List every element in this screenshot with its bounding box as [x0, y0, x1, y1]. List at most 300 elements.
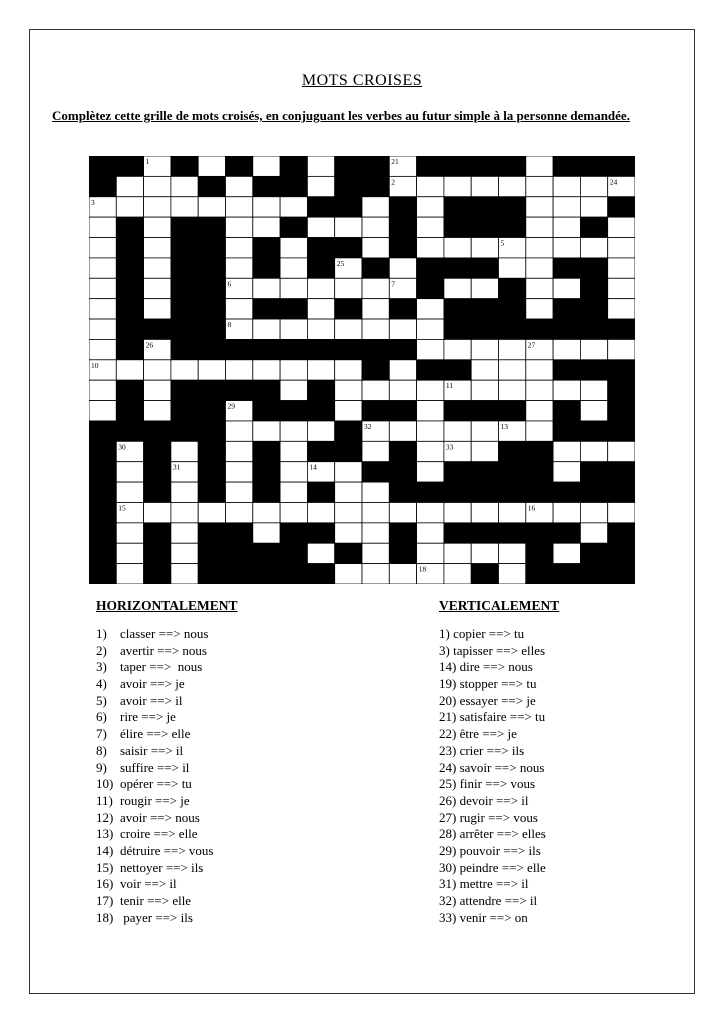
- grid-cell-black: [526, 482, 553, 502]
- grid-cell[interactable]: [417, 523, 444, 543]
- crossword-grid: [89, 156, 635, 584]
- grid-cell[interactable]: [116, 543, 143, 563]
- grid-cell[interactable]: [553, 380, 580, 400]
- grid-cell-black: [499, 523, 526, 543]
- clue-text: 28) arrêter ==> elles: [439, 826, 546, 842]
- grid-cell[interactable]: [335, 319, 362, 339]
- grid-cell-black: [307, 401, 334, 421]
- grid-cell-black: [580, 564, 607, 584]
- grid-cell-black: [226, 339, 253, 359]
- grid-cell[interactable]: [471, 238, 498, 258]
- grid-cell[interactable]: [226, 176, 253, 196]
- grid-cell[interactable]: [280, 482, 307, 502]
- grid-cell[interactable]: [444, 421, 471, 441]
- grid-cell[interactable]: [226, 421, 253, 441]
- grid-cell[interactable]: [89, 339, 116, 359]
- grid-cell[interactable]: [471, 441, 498, 461]
- grid-cell[interactable]: [526, 421, 553, 441]
- grid-cell[interactable]: [389, 258, 416, 278]
- grid-cell-black: [499, 319, 526, 339]
- grid-cell[interactable]: [417, 176, 444, 196]
- grid-cell[interactable]: [553, 462, 580, 482]
- grid-clue-number: 6: [227, 279, 232, 289]
- grid-cell[interactable]: [580, 523, 607, 543]
- grid-cell[interactable]: [608, 217, 635, 237]
- clue-text: élire ==> elle: [120, 726, 191, 742]
- grid-cell[interactable]: [89, 258, 116, 278]
- grid-cell[interactable]: [526, 176, 553, 196]
- grid-cell[interactable]: [362, 441, 389, 461]
- across-clue: [96, 676, 238, 693]
- grid-cell[interactable]: [307, 299, 334, 319]
- grid-cell[interactable]: [499, 543, 526, 563]
- grid-cell[interactable]: [144, 176, 171, 196]
- grid-cell-black: [198, 380, 225, 400]
- grid-cell[interactable]: [471, 176, 498, 196]
- grid-cell[interactable]: [253, 197, 280, 217]
- grid-cell[interactable]: [144, 238, 171, 258]
- across-heading: HORIZONTALEMENT: [96, 598, 238, 613]
- grid-cell[interactable]: [389, 380, 416, 400]
- grid-cell[interactable]: [226, 360, 253, 380]
- grid-cell-black: [307, 238, 334, 258]
- grid-cell[interactable]: [89, 380, 116, 400]
- grid-cell[interactable]: [553, 217, 580, 237]
- grid-cell-black: [198, 462, 225, 482]
- grid-cell[interactable]: [307, 360, 334, 380]
- grid-cell[interactable]: [444, 278, 471, 298]
- grid-cell-black: [471, 523, 498, 543]
- grid-cell-black: [116, 238, 143, 258]
- grid-cell[interactable]: [116, 482, 143, 502]
- grid-cell[interactable]: [471, 543, 498, 563]
- grid-cell[interactable]: [335, 564, 362, 584]
- grid-cell-black: [226, 523, 253, 543]
- grid-cell[interactable]: [226, 238, 253, 258]
- clue-text: 29) pouvoir ==> ils: [439, 842, 541, 858]
- grid-cell[interactable]: [226, 462, 253, 482]
- clue-text: 25) finir ==> vous: [439, 776, 536, 792]
- grid-cell[interactable]: [116, 564, 143, 584]
- grid-cell[interactable]: [253, 360, 280, 380]
- grid-cell[interactable]: [280, 258, 307, 278]
- grid-cell-black: [171, 401, 198, 421]
- grid-cell[interactable]: [335, 462, 362, 482]
- grid-cell[interactable]: [471, 360, 498, 380]
- grid-cell[interactable]: [307, 502, 334, 522]
- grid-cell[interactable]: [444, 176, 471, 196]
- grid-cell[interactable]: [526, 278, 553, 298]
- grid-cell-black: [89, 564, 116, 584]
- grid-cell[interactable]: [198, 502, 225, 522]
- grid-clue-number: 2: [391, 177, 396, 187]
- grid-cell[interactable]: [444, 543, 471, 563]
- grid-cell[interactable]: [499, 176, 526, 196]
- down-clue: [439, 676, 559, 693]
- grid-cell[interactable]: [362, 238, 389, 258]
- grid-cell[interactable]: [144, 360, 171, 380]
- across-clue: [96, 843, 238, 860]
- grid-clue-number: 10: [91, 360, 99, 370]
- grid-cell[interactable]: [144, 502, 171, 522]
- grid-cell[interactable]: [307, 176, 334, 196]
- across-clues: [96, 598, 238, 926]
- grid-cell-black: [608, 360, 635, 380]
- grid-cell[interactable]: [417, 217, 444, 237]
- grid-cell[interactable]: [553, 543, 580, 563]
- grid-cell[interactable]: [362, 523, 389, 543]
- grid-cell[interactable]: [362, 543, 389, 563]
- grid-cell-black: [580, 319, 607, 339]
- grid-cell[interactable]: [307, 421, 334, 441]
- across-clue: [96, 876, 238, 893]
- grid-cell-black: [444, 462, 471, 482]
- grid-cell[interactable]: [89, 217, 116, 237]
- grid-cell[interactable]: [580, 441, 607, 461]
- grid-cell[interactable]: [553, 197, 580, 217]
- grid-cell-black: [580, 217, 607, 237]
- grid-cell[interactable]: [362, 278, 389, 298]
- grid-cell[interactable]: [280, 278, 307, 298]
- grid-cell-black: [198, 176, 225, 196]
- grid-clue-number: 4: [282, 218, 286, 228]
- grid-cell[interactable]: [280, 238, 307, 258]
- grid-cell[interactable]: [499, 502, 526, 522]
- grid-cell[interactable]: [335, 401, 362, 421]
- grid-cell-black: [362, 156, 389, 176]
- down-clue: [439, 626, 559, 643]
- grid-cell[interactable]: [171, 564, 198, 584]
- grid-cell[interactable]: [417, 502, 444, 522]
- grid-cell[interactable]: [253, 319, 280, 339]
- clue-text: tenir ==> elle: [120, 893, 192, 908]
- grid-clue-number: 23: [555, 157, 563, 166]
- grid-cell-black: [116, 339, 143, 359]
- grid-cell[interactable]: [280, 380, 307, 400]
- grid-cell[interactable]: [89, 278, 116, 298]
- grid-cell[interactable]: [417, 299, 444, 319]
- grid-cell[interactable]: [417, 238, 444, 258]
- clue-text: 20) essayer ==> je: [439, 692, 536, 708]
- grid-cell-black: [144, 441, 171, 461]
- grid-cell[interactable]: [526, 380, 553, 400]
- grid-cell[interactable]: [226, 502, 253, 522]
- grid-cell[interactable]: [171, 197, 198, 217]
- grid-cell[interactable]: [471, 339, 498, 359]
- grid-cell[interactable]: [499, 360, 526, 380]
- grid-cell[interactable]: [417, 462, 444, 482]
- grid-cell[interactable]: [471, 502, 498, 522]
- grid-cell[interactable]: [335, 380, 362, 400]
- grid-cell[interactable]: [89, 238, 116, 258]
- grid-cell-black: [280, 523, 307, 543]
- grid-cell-black: [608, 564, 635, 584]
- grid-cell[interactable]: [280, 360, 307, 380]
- down-clue: [439, 643, 559, 660]
- clue-number: 6): [96, 709, 107, 725]
- grid-cell-black: [226, 380, 253, 400]
- grid-cell[interactable]: [389, 502, 416, 522]
- grid-cell[interactable]: [335, 360, 362, 380]
- grid-cell[interactable]: [171, 523, 198, 543]
- grid-cell[interactable]: [280, 421, 307, 441]
- grid-cell[interactable]: [580, 380, 607, 400]
- grid-cell[interactable]: [116, 462, 143, 482]
- grid-cell-black: [526, 319, 553, 339]
- grid-cell[interactable]: [253, 421, 280, 441]
- grid-cell[interactable]: [580, 197, 607, 217]
- grid-cell-black: [116, 258, 143, 278]
- grid-cell[interactable]: [253, 502, 280, 522]
- grid-cell[interactable]: [307, 156, 334, 176]
- grid-cell[interactable]: [362, 502, 389, 522]
- grid-cell[interactable]: [280, 441, 307, 461]
- grid-cell[interactable]: [499, 258, 526, 278]
- grid-cell[interactable]: [580, 401, 607, 421]
- grid-cell[interactable]: [526, 197, 553, 217]
- grid-cell-black: [198, 217, 225, 237]
- grid-cell[interactable]: [280, 462, 307, 482]
- grid-cell[interactable]: [307, 278, 334, 298]
- grid-cell[interactable]: [116, 523, 143, 543]
- grid-cell[interactable]: [526, 156, 553, 176]
- grid-cell[interactable]: [526, 360, 553, 380]
- down-clue: [439, 760, 559, 777]
- grid-cell[interactable]: [526, 238, 553, 258]
- grid-cell[interactable]: [608, 339, 635, 359]
- grid-cell[interactable]: [226, 441, 253, 461]
- grid-cell[interactable]: [144, 380, 171, 400]
- grid-cell[interactable]: [253, 278, 280, 298]
- grid-cell[interactable]: [198, 156, 225, 176]
- grid-cell[interactable]: [444, 564, 471, 584]
- grid-cell[interactable]: [417, 543, 444, 563]
- grid-cell[interactable]: [499, 564, 526, 584]
- grid-cell[interactable]: [144, 401, 171, 421]
- grid-cell-black: [553, 299, 580, 319]
- grid-cell-black: [89, 543, 116, 563]
- grid-cell[interactable]: [499, 380, 526, 400]
- grid-cell[interactable]: [335, 482, 362, 502]
- clue-text: 22) être ==> je: [439, 726, 517, 742]
- grid-cell-black: [144, 319, 171, 339]
- grid-cell-black: [389, 299, 416, 319]
- grid-cell[interactable]: [253, 156, 280, 176]
- clue-number: 10): [96, 776, 114, 792]
- grid-cell[interactable]: [580, 502, 607, 522]
- grid-cell-black: [89, 523, 116, 543]
- grid-cell[interactable]: [580, 176, 607, 196]
- grid-cell-black: [171, 258, 198, 278]
- grid-cell[interactable]: [89, 299, 116, 319]
- grid-cell-black: [580, 482, 607, 502]
- grid-cell[interactable]: [362, 197, 389, 217]
- grid-cell[interactable]: [389, 564, 416, 584]
- grid-cell[interactable]: [417, 339, 444, 359]
- grid-cell[interactable]: [553, 176, 580, 196]
- grid-cell-black: [526, 523, 553, 543]
- grid-clue-number: 28: [609, 381, 618, 391]
- grid-cell[interactable]: [471, 380, 498, 400]
- down-clue: [439, 693, 559, 710]
- grid-cell[interactable]: [226, 197, 253, 217]
- clue-text: voir ==> il: [120, 876, 177, 892]
- grid-cell[interactable]: [444, 339, 471, 359]
- grid-cell[interactable]: [335, 217, 362, 237]
- grid-cell[interactable]: [171, 360, 198, 380]
- grid-cell[interactable]: [198, 360, 225, 380]
- grid-cell[interactable]: [307, 319, 334, 339]
- grid-cell[interactable]: [553, 339, 580, 359]
- grid-cell[interactable]: [335, 523, 362, 543]
- grid-cell[interactable]: [171, 502, 198, 522]
- clue-text: saisir ==> il: [120, 742, 184, 758]
- grid-cell[interactable]: [526, 258, 553, 278]
- grid-cell[interactable]: [253, 523, 280, 543]
- grid-cell[interactable]: [526, 401, 553, 421]
- grid-cell[interactable]: [116, 360, 143, 380]
- grid-cell[interactable]: [608, 502, 635, 522]
- grid-cell[interactable]: [526, 217, 553, 237]
- grid-cell[interactable]: [389, 360, 416, 380]
- grid-cell-black: [553, 421, 580, 441]
- grid-cell[interactable]: [253, 217, 280, 237]
- grid-cell[interactable]: [144, 278, 171, 298]
- grid-cell[interactable]: [144, 217, 171, 237]
- grid-cell[interactable]: [171, 176, 198, 196]
- grid-cell[interactable]: [417, 197, 444, 217]
- grid-cell[interactable]: [580, 339, 607, 359]
- grid-cell[interactable]: [335, 278, 362, 298]
- clue-number: 5): [96, 692, 107, 708]
- grid-cell[interactable]: [280, 197, 307, 217]
- grid-cell-black: [417, 258, 444, 278]
- grid-cell[interactable]: [171, 441, 198, 461]
- clue-text: nettoyer ==> ils: [120, 859, 204, 875]
- grid-cell-black: [280, 176, 307, 196]
- grid-cell[interactable]: [417, 380, 444, 400]
- grid-cell[interactable]: [389, 421, 416, 441]
- grid-cell[interactable]: [307, 543, 334, 563]
- grid-cell-black: [389, 238, 416, 258]
- grid-cell[interactable]: [144, 299, 171, 319]
- grid-cell[interactable]: [471, 278, 498, 298]
- grid-cell-black: [171, 278, 198, 298]
- grid-cell[interactable]: [526, 299, 553, 319]
- grid-cell[interactable]: [362, 217, 389, 237]
- grid-cell-black: [253, 258, 280, 278]
- grid-cell[interactable]: [307, 217, 334, 237]
- grid-cell[interactable]: [226, 217, 253, 237]
- clue-number: 7): [96, 726, 107, 742]
- across-clue: [96, 659, 238, 676]
- grid-cell-black: [499, 482, 526, 502]
- grid-cell-black: [553, 523, 580, 543]
- grid-cell[interactable]: [417, 441, 444, 461]
- across-clue: [96, 810, 238, 827]
- grid-cell[interactable]: [280, 502, 307, 522]
- grid-cell[interactable]: [471, 421, 498, 441]
- grid-cell-black: [144, 482, 171, 502]
- across-clue: [96, 776, 238, 793]
- grid-cell-black: [471, 482, 498, 502]
- grid-cell-black: [580, 299, 607, 319]
- grid-clue-number: 7: [391, 279, 396, 289]
- grid-cell[interactable]: [444, 238, 471, 258]
- grid-cell-black: [580, 278, 607, 298]
- grid-cell-black: [526, 462, 553, 482]
- grid-cell-black: [417, 156, 444, 176]
- grid-cell[interactable]: [389, 319, 416, 339]
- grid-cell[interactable]: [171, 543, 198, 563]
- clue-text: avoir ==> je: [120, 676, 185, 692]
- grid-cell[interactable]: [553, 278, 580, 298]
- page-title: MOTS CROISES: [301, 72, 423, 89]
- grid-cell-black: [198, 258, 225, 278]
- grid-cell[interactable]: [553, 441, 580, 461]
- grid-cell[interactable]: [171, 482, 198, 502]
- grid-cell[interactable]: [226, 482, 253, 502]
- grid-cell[interactable]: [144, 258, 171, 278]
- instructions: Complètez cette grille de mots croisés, en conjuguant les verbes au futur simple à la personne demandée.: [52, 108, 630, 123]
- grid-cell[interactable]: [89, 401, 116, 421]
- grid-cell[interactable]: [362, 380, 389, 400]
- grid-cell[interactable]: [226, 299, 253, 319]
- grid-cell[interactable]: [417, 319, 444, 339]
- grid-cell[interactable]: [417, 401, 444, 421]
- grid-cell[interactable]: [608, 278, 635, 298]
- grid-cell[interactable]: [226, 258, 253, 278]
- grid-cell[interactable]: [608, 441, 635, 461]
- across-clue: [96, 643, 238, 660]
- clue-number: 17): [96, 893, 114, 908]
- grid-cell[interactable]: [608, 238, 635, 258]
- clue-text: avoir ==> il: [120, 692, 183, 708]
- grid-cell[interactable]: [335, 502, 362, 522]
- grid-cell[interactable]: [417, 421, 444, 441]
- grid-cell[interactable]: [89, 319, 116, 339]
- grid-cell[interactable]: [280, 319, 307, 339]
- grid-cell[interactable]: [580, 238, 607, 258]
- grid-cell[interactable]: [116, 197, 143, 217]
- grid-cell[interactable]: [198, 197, 225, 217]
- grid-clue-number: 8: [227, 320, 232, 330]
- grid-cell[interactable]: [553, 238, 580, 258]
- grid-clue-number: 11: [445, 381, 454, 391]
- grid-cell-black: [198, 564, 225, 584]
- across-clue: [96, 743, 238, 760]
- grid-cell[interactable]: [362, 482, 389, 502]
- grid-cell-black: [608, 543, 635, 563]
- grid-cell-black: [444, 523, 471, 543]
- grid-cell-black: [553, 319, 580, 339]
- grid-cell-black: [307, 339, 334, 359]
- grid-cell[interactable]: [499, 339, 526, 359]
- grid-cell-black: [499, 299, 526, 319]
- grid-cell-black: [335, 176, 362, 196]
- grid-cell[interactable]: [362, 299, 389, 319]
- grid-cell-black: [198, 543, 225, 563]
- grid-cell[interactable]: [144, 197, 171, 217]
- grid-cell[interactable]: [116, 176, 143, 196]
- grid-cell[interactable]: [608, 299, 635, 319]
- grid-cell[interactable]: [553, 502, 580, 522]
- grid-cell[interactable]: [608, 258, 635, 278]
- grid-cell[interactable]: [444, 502, 471, 522]
- grid-cell[interactable]: [362, 319, 389, 339]
- grid-clue-number: 26: [145, 340, 154, 350]
- grid-cell[interactable]: [362, 564, 389, 584]
